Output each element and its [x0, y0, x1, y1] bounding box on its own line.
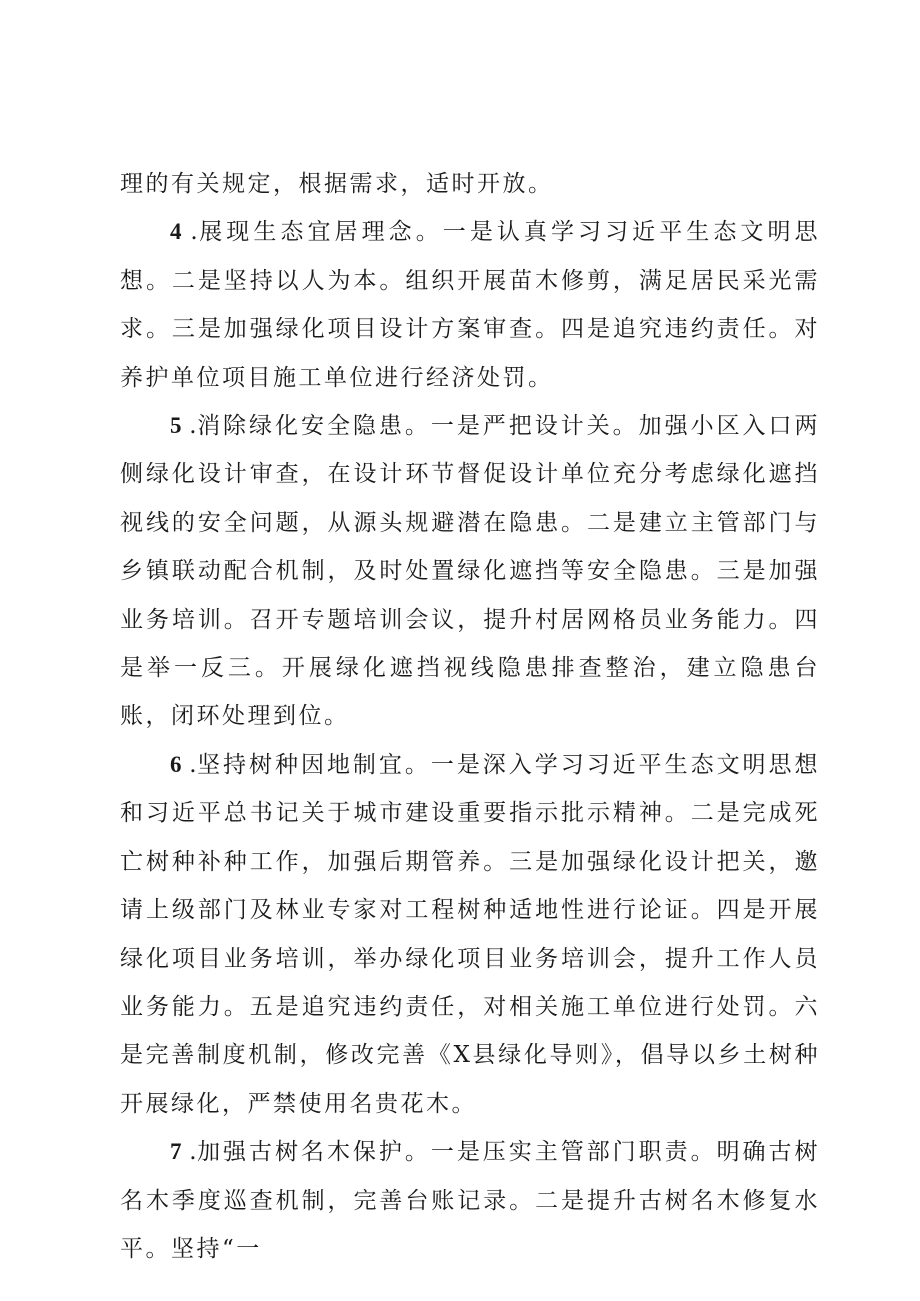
paragraph-6 — [120, 741, 820, 1128]
number-separator: . — [181, 751, 197, 778]
number-separator: . — [181, 1139, 197, 1166]
paragraph-4 — [120, 208, 820, 402]
paragraph-number: 4 — [170, 219, 182, 245]
paragraph-text: 理的有关规定，根据需求，适时开放。 — [120, 171, 554, 197]
paragraph-number: 5 — [170, 413, 182, 439]
paragraph-number: 6 — [170, 751, 182, 777]
paragraph-text: 坚持树种因地制宜。一是深入学习习近平生态文明思想和习近平总书记关于城市建设重要指示批示精神。二是完成死亡树种补种工作，加强后期管养。三是加强绿化设计把关，邀请上级部门及林业专家对工程树种适地性进行论证。四是开展绿化项目业务培训，举办绿化项目业务培训会，提升工作人员业务能力。五是追究违约责任，对相关施工单位进行处罚。六是完善制度机制，修改完善《X县绿化导则》，倡导以乡土树种开展绿化，严禁使用名贵花木。 — [120, 751, 821, 1117]
document-body — [120, 160, 820, 1273]
paragraph-text: 展现生态宜居理念。一是认真学习习近平生态文明思想。二是坚持以人为本。组织开展苗木修剪，满足居民采光需求。三是加强绿化项目设计方案审查。四是追究违约责任。对养护单位项目施工单位进行经济处罚。 — [120, 219, 821, 391]
paragraph-5 — [120, 402, 820, 741]
paragraph-text: 加强古树名木保护。一是压实主管部门职责。明确古树名木季度巡查机制，完善台账记录。二是提升古树名木修复水平。坚持“一 — [120, 1139, 821, 1262]
paragraph-text: 消除绿化安全隐患。一是严把设计关。加强小区入口两侧绿化设计审查，在设计环节督促设计单位充分考虑绿化遮挡视线的安全问题，从源头规避潜在隐患。二是建立主管部门与乡镇联动配合机制，及时处置绿化遮挡等安全隐患。三是加强业务培训。召开专题培训会议，提升村居网格员业务能力。四是举一反三。开展绿化遮挡视线隐患排查整治，建立隐患台账，闭环处理到位。 — [120, 413, 821, 730]
number-separator: . — [181, 219, 198, 246]
paragraph-number: 7 — [170, 1139, 182, 1165]
number-separator: . — [181, 413, 197, 440]
paragraph-7 — [120, 1128, 820, 1273]
paragraph-continued — [120, 160, 820, 208]
